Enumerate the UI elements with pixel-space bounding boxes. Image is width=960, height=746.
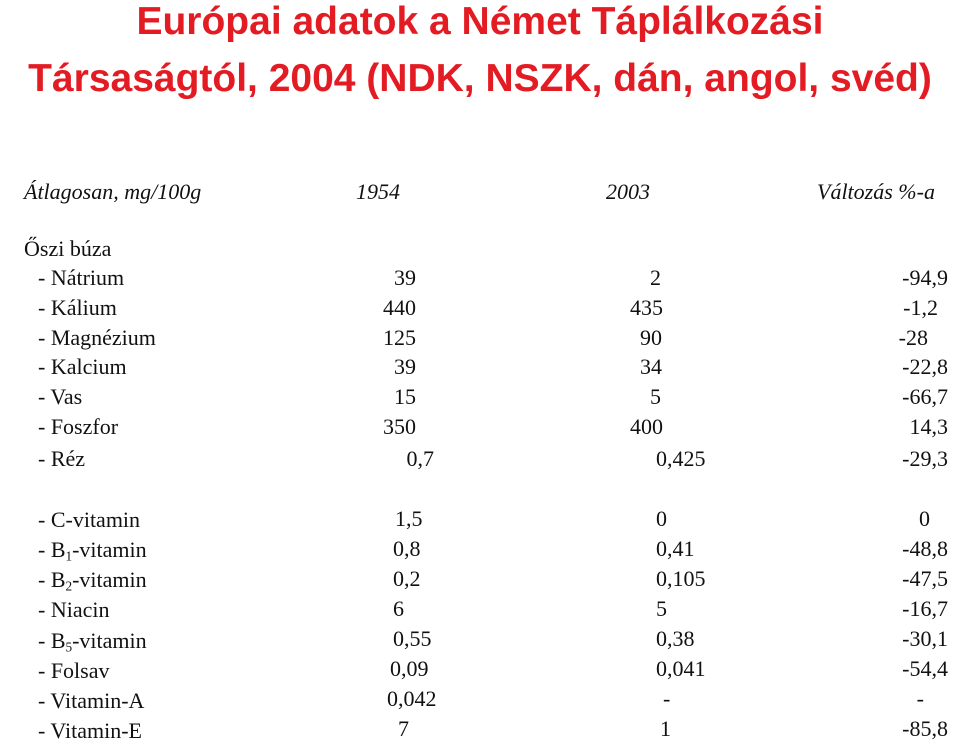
value-2003: 0,425	[656, 446, 706, 471]
value-change: -48,8	[902, 536, 948, 561]
row-label: - Nátrium	[38, 265, 125, 290]
header-1954: 1954	[356, 179, 400, 204]
value-2003: 0,38	[656, 626, 695, 651]
value-change: -94,9	[902, 265, 948, 290]
value-2003: 90	[640, 325, 662, 350]
value-2003: 5	[656, 596, 667, 621]
slide-title-line-2: Társaságtól, 2004 (NDK, NSZK, dán, angol, svéd)	[28, 57, 932, 100]
slide-title-line-1: Európai adatok a Német Táplálkozási	[136, 0, 824, 43]
value-1954: 1,5	[395, 506, 423, 531]
value-1954: 0,7	[406, 446, 434, 471]
value-1954: 0,2	[393, 566, 421, 591]
value-1954: 39	[394, 265, 416, 290]
value-1954: 125	[383, 325, 416, 350]
row-label-prefix: - B	[38, 567, 66, 592]
row-label: - Vitamin-E	[38, 718, 142, 743]
value-2003: 0	[656, 506, 667, 531]
row-label-subscript: 5	[65, 639, 73, 655]
value-2003: 1	[660, 716, 671, 741]
value-2003: 400	[630, 414, 663, 439]
row-label: - Vas	[38, 384, 83, 409]
row-label: - Niacin	[38, 597, 110, 622]
header-change: Változás %-a	[817, 179, 935, 204]
value-change: -28	[898, 325, 928, 350]
value-1954: 350	[383, 414, 416, 439]
row-label	[38, 628, 147, 655]
value-1954: 15	[394, 384, 416, 409]
value-1954: 39	[394, 354, 416, 379]
header-2003: 2003	[606, 179, 650, 204]
row-label: - Folsav	[38, 658, 110, 683]
value-change: -30,1	[902, 626, 948, 651]
value-2003: -	[663, 686, 671, 711]
row-label: - Kalcium	[38, 354, 127, 379]
value-2003: 0,105	[656, 566, 706, 591]
value-1954: 7	[398, 716, 409, 741]
value-2003: 0,041	[656, 656, 706, 681]
row-label-suffix: -vitamin	[72, 537, 147, 562]
row-label: - Vitamin-A	[38, 688, 145, 713]
row-label-suffix: -vitamin	[72, 567, 147, 592]
value-change: -47,5	[902, 566, 948, 591]
value-2003: 2	[650, 265, 661, 290]
row-label: - C-vitamin	[38, 507, 141, 532]
value-change: -1,2	[903, 295, 938, 320]
value-change: -	[916, 686, 924, 711]
row-label: - Magnézium	[38, 325, 156, 350]
row-label: - Réz	[38, 446, 86, 471]
value-change: -85,8	[902, 716, 948, 741]
value-change: -22,8	[902, 354, 948, 379]
value-change: -16,7	[902, 596, 948, 621]
value-change: -66,7	[902, 384, 948, 409]
value-2003: 34	[640, 354, 662, 379]
section-label: Őszi búza	[24, 236, 112, 261]
value-1954: 0,042	[387, 686, 437, 711]
value-change: 0	[919, 506, 930, 531]
value-1954: 0,09	[390, 656, 429, 681]
value-1954: 440	[383, 295, 416, 320]
value-change: 14,3	[909, 414, 948, 439]
value-change: -29,3	[902, 446, 948, 471]
row-label-subscript: 2	[65, 578, 73, 594]
row-label-prefix: - B	[38, 537, 66, 562]
value-2003: 435	[630, 295, 663, 320]
row-label	[38, 537, 147, 564]
row-label: - Kálium	[38, 295, 117, 320]
value-change: -54,4	[902, 656, 948, 681]
value-1954: 0,8	[393, 536, 421, 561]
row-label	[38, 567, 147, 594]
value-2003: 5	[650, 384, 661, 409]
value-1954: 0,55	[393, 626, 432, 651]
value-2003: 0,41	[656, 536, 695, 561]
row-label-subscript: 1	[65, 548, 73, 564]
row-label: - Foszfor	[38, 414, 119, 439]
value-1954: 6	[393, 596, 404, 621]
header-unit: Átlagosan, mg/100g	[24, 179, 202, 204]
row-label-prefix: - B	[38, 628, 66, 653]
row-label-suffix: -vitamin	[72, 628, 147, 653]
